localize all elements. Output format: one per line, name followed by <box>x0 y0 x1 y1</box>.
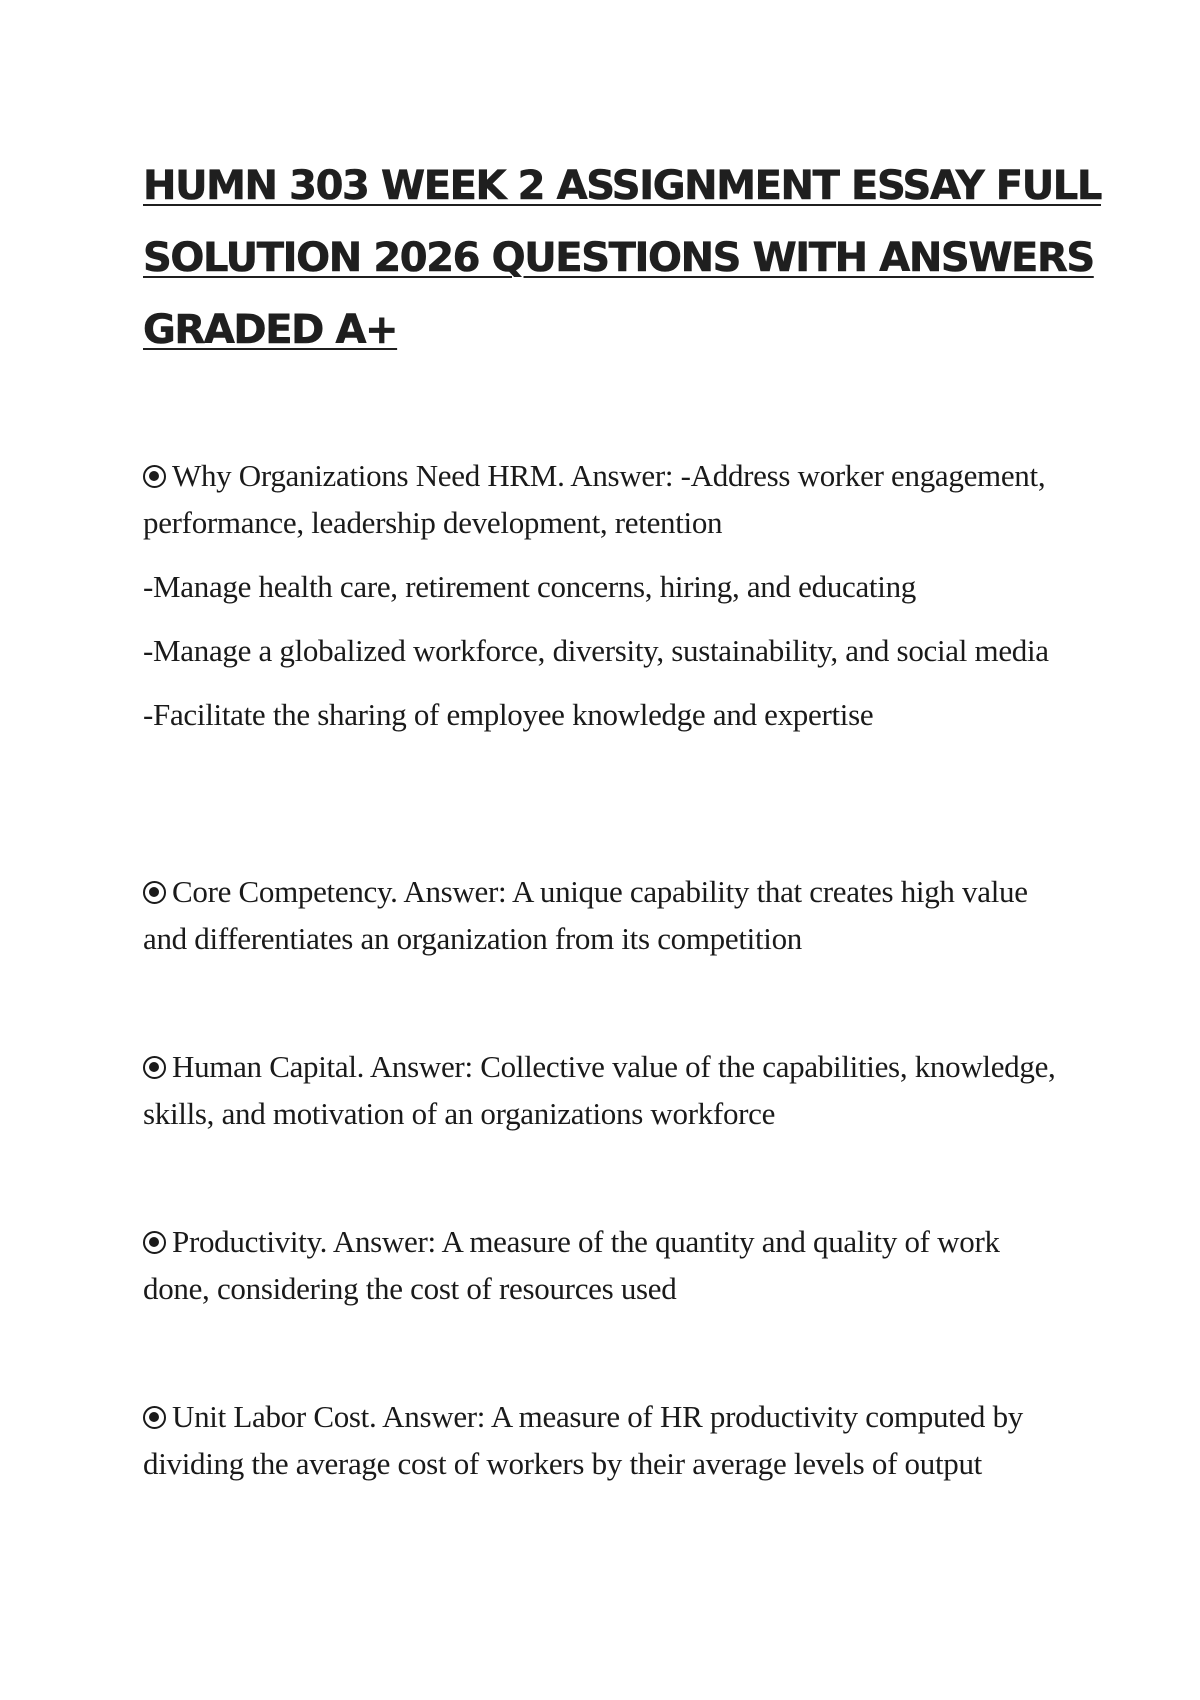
question-text: Core Competency. Answer: A unique capability that creates high value and differentiates an organization from its competition <box>143 874 1028 956</box>
question-block-productivity <box>143 1218 1073 1312</box>
radio-bullet-icon <box>143 1231 166 1254</box>
question-paragraph <box>143 1218 1073 1312</box>
question-block-unit-labor-cost <box>143 1393 1073 1487</box>
document-title-text: HUMN 303 WEEK 2 ASSIGNMENT ESSAY FULL SOLUTION 2026 QUESTIONS WITH ANSWERS GRADED A+ <box>143 163 1101 353</box>
question-block-human-capital <box>143 1043 1073 1137</box>
answer-paragraph: -Manage a globalized workforce, diversity, sustainability, and social media <box>143 633 1049 668</box>
question-text: Unit Labor Cost. Answer: A measure of HR productivity computed by dividing the average cost of workers by their average levels of output <box>143 1399 1023 1481</box>
question-paragraph <box>143 868 1073 962</box>
question-block-core-competency <box>143 868 1073 962</box>
question-text: Why Organizations Need HRM. Answer: -Address worker engagement, performance, leadership development, retention <box>143 458 1046 540</box>
radio-bullet-icon <box>143 881 166 904</box>
radio-bullet-icon <box>143 465 166 488</box>
question-paragraph <box>143 452 1073 546</box>
question-text: Productivity. Answer: A measure of the quantity and quality of work done, considering the cost of resources used <box>143 1224 1000 1306</box>
document-title <box>143 150 1103 366</box>
question-paragraph <box>143 1043 1073 1137</box>
question-paragraph <box>143 1393 1073 1487</box>
answer-paragraph: -Facilitate the sharing of employee knowledge and expertise <box>143 697 874 732</box>
question-block-why-organizations-need-hrm <box>143 452 1073 738</box>
answer-paragraph: -Manage health care, retirement concerns, hiring, and educating <box>143 569 916 604</box>
radio-bullet-icon <box>143 1056 166 1079</box>
question-text: Human Capital. Answer: Collective value of the capabilities, knowledge, skills, and motivation of an organizations workforce <box>143 1049 1056 1131</box>
radio-bullet-icon <box>143 1406 166 1429</box>
